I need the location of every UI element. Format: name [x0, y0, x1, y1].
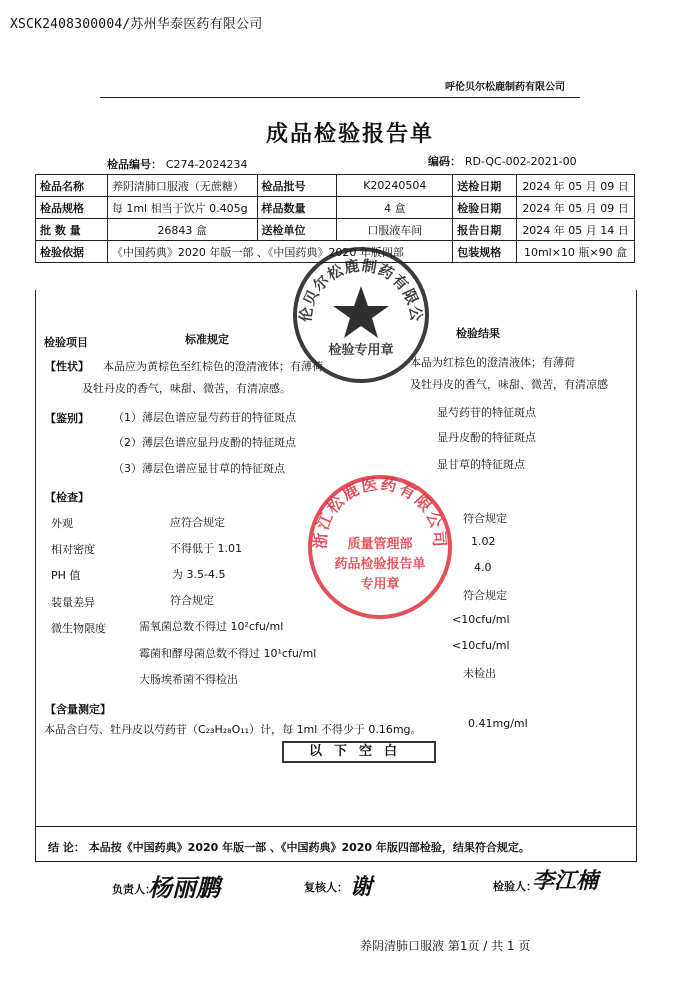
check-result: <10cfu/ml	[452, 613, 510, 626]
header-rule	[100, 97, 580, 98]
name-value: 养阴清肺口服液（无蔗糖）	[107, 175, 257, 197]
check-label: 【检查】	[45, 491, 89, 504]
lot-qty-value: 26843 盒	[107, 219, 257, 241]
inspector-label: 检验人：	[493, 880, 537, 893]
page-footer: 养阴清肺口服液 第1页 / 共 1 页	[360, 939, 531, 953]
unit-label: 送检单位	[257, 219, 337, 241]
send-date-value: 2024 年 05 月 09 日	[517, 175, 635, 197]
batch-value: K20240504	[337, 175, 453, 197]
name-label: 检品名称	[36, 175, 108, 197]
traits-result-line2: 及牡丹皮的香气，味甜、微苦，有清凉感	[410, 378, 608, 391]
info-row	[36, 175, 635, 197]
sample-number-label: 检品编号：	[107, 158, 162, 171]
check-result: <10cfu/ml	[452, 639, 510, 652]
lot-qty-label: 批 数 量	[36, 219, 108, 241]
check-standard: 大肠埃希菌不得检出	[139, 673, 238, 686]
check-item: 相对密度	[51, 543, 95, 556]
check-standard: 符合规定	[170, 594, 214, 607]
check-item: 微生物限度	[51, 622, 106, 635]
responsible-signature: 杨丽鹏	[148, 873, 220, 902]
pack-value: 10ml×10 瓶×90 盒	[517, 241, 635, 263]
traits-standard-line1: 本品应为黄棕色至红棕色的澄清液体；有薄荷	[103, 360, 323, 373]
basis-label: 检验依据	[36, 241, 108, 263]
conclusion-text: 本品按《中国药典》2020 年版一部 、《中国药典》2020 年版四部检验，结果符合规定。	[88, 841, 530, 854]
test-date-label: 检验日期	[453, 197, 517, 219]
quality-seal-red	[307, 474, 453, 620]
test-date-value: 2024 年 05 月 09 日	[517, 197, 635, 219]
identify-result: 显甘草的特征斑点	[437, 458, 525, 471]
report-date-label: 报告日期	[453, 219, 517, 241]
traits-label: 【性状】	[45, 360, 89, 373]
seal-black-arc-text: 伦贝尔松鹿制药有限公	[296, 256, 426, 324]
star-icon	[333, 286, 389, 338]
check-result: 1.02	[471, 535, 496, 548]
seal-red-line1: 质量管理部	[347, 537, 413, 552]
form-code	[428, 153, 577, 169]
seal-black-bottom-text: 检验专用章	[328, 343, 394, 358]
assay-result: 0.41mg/ml	[468, 717, 528, 730]
batch-label: 检品批号	[257, 175, 337, 197]
responsible-label: 负责人：	[112, 883, 156, 896]
identify-result: 显丹皮酚的特征斑点	[437, 431, 536, 444]
qty-label: 样品数量	[257, 197, 337, 219]
spec-value: 每 1ml 相当于饮片 0.405g	[107, 197, 257, 219]
report-date-value: 2024 年 05 月 14 日	[517, 219, 635, 241]
check-result: 4.0	[474, 561, 492, 574]
seal-red-arc-text: 浙江松鹿医药有限公司	[310, 474, 450, 550]
info-row	[36, 197, 635, 219]
conclusion-rule	[35, 826, 636, 827]
check-item: 装量差异	[51, 596, 95, 609]
page-title: 成品检验报告单	[265, 122, 434, 147]
basis-value: 《中国药典》2020 年版一部 、《中国药典》2020 年版四部	[107, 241, 452, 263]
check-result: 符合规定	[463, 589, 507, 602]
traits-result-line1: 本品为红棕色的澄清液体；有薄荷	[410, 356, 575, 369]
conclusion-label: 结 论：	[48, 841, 85, 854]
col-standard-header: 标准规定	[185, 333, 229, 346]
inspection-seal-black	[292, 246, 430, 384]
assay-label: 【含量测定】	[45, 703, 111, 716]
form-code-label: 编码：	[428, 155, 461, 168]
identify-standard: （1）薄层色谱应显芍药苷的特征斑点	[113, 411, 296, 424]
check-standard: 应符合规定	[170, 516, 225, 529]
reviewer-label: 复核人：	[304, 881, 348, 894]
sample-number-value: C274-2024234	[165, 158, 248, 171]
company-name: 呼伦贝尔松鹿制药有限公司	[445, 82, 565, 93]
sample-number	[107, 156, 247, 172]
check-standard: 需氧菌总数不得过 10²cfu/ml	[139, 620, 284, 633]
form-code-value: RD-QC-002-2021-00	[464, 155, 577, 168]
identify-standard: （2）薄层色谱应显丹皮酚的特征斑点	[113, 436, 296, 449]
check-item: PH 值	[51, 569, 81, 582]
seal-black-graphic	[292, 246, 430, 384]
inspector-signature: 李江楠	[532, 868, 599, 894]
conclusion	[48, 839, 530, 855]
info-row	[36, 219, 635, 241]
col-result-header: 检验结果	[456, 327, 500, 340]
unit-value: 口服液车间	[337, 219, 453, 241]
document-id: XSCK2408300004/苏州华泰医药有限公司	[10, 17, 263, 32]
spec-label: 检品规格	[36, 197, 108, 219]
reviewer-signature: 谢	[350, 874, 373, 900]
check-result: 未检出	[463, 667, 496, 680]
check-standard: 霉菌和酵母菌总数不得过 10¹cfu/ml	[139, 647, 317, 660]
identify-standard: （3）薄层色谱应显甘草的特征斑点	[113, 462, 285, 475]
assay-standard: 本品含白芍、牡丹皮以芍药苷（C₂₃H₂₈O₁₁）计，每 1ml 不得少于 0.16mg。	[44, 723, 422, 736]
seal-red-line3: 专用章	[360, 577, 400, 592]
check-item: 外观	[51, 517, 73, 530]
identify-label: 【鉴别】	[45, 412, 89, 425]
check-standard: 不得低于 1.01	[170, 542, 242, 555]
col-item-header: 检验项目	[44, 336, 88, 349]
blank-below-stamp: 以下空白	[282, 741, 436, 763]
identify-result: 显芍药苷的特征斑点	[437, 406, 536, 419]
qty-value: 4 盒	[337, 197, 453, 219]
pack-label: 包装规格	[453, 241, 517, 263]
traits-standard-line2: 及牡丹皮的香气，味甜、微苦，有清凉感。	[82, 382, 291, 395]
seal-red-graphic	[307, 474, 453, 620]
seal-red-line2: 药品检验报告单	[334, 557, 426, 572]
check-standard: 为 3.5-4.5	[172, 568, 226, 581]
check-result: 符合规定	[463, 512, 507, 525]
send-date-label: 送检日期	[453, 175, 517, 197]
